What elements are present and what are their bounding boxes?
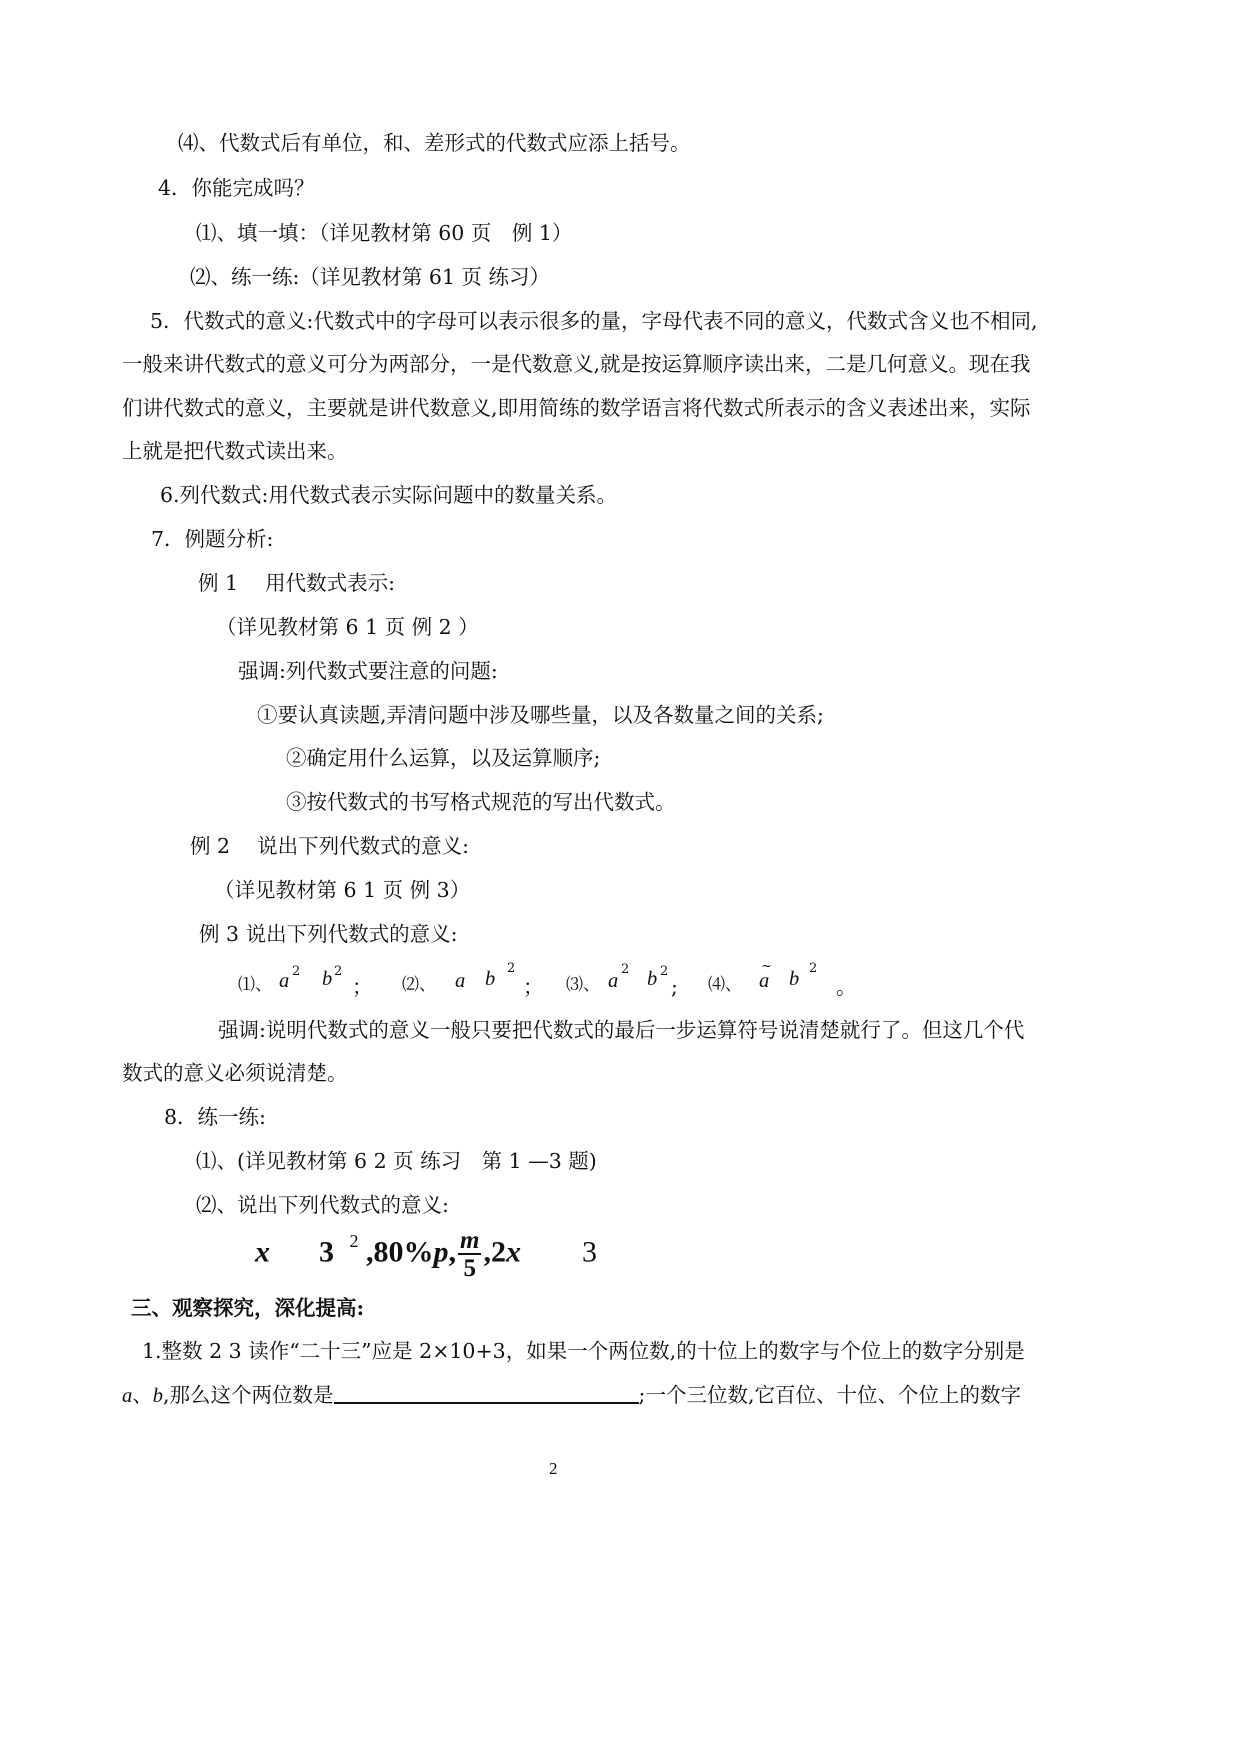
answer-blank [334,1384,639,1404]
separator: ； [352,975,373,999]
math-var-b: b [485,968,496,990]
math-number: 3 [581,1235,597,1269]
text-line: 6.列代数式:用代数式表示实际问题中的数量关系。 [160,483,617,507]
math-var-b: b [152,1385,163,1407]
text-line: ③按代数式的书写格式规范的写出代数式。 [286,790,676,814]
exponent: 2 [660,964,669,979]
text-line: 8．练一练: [164,1105,266,1129]
text-line: 5．代数式的意义:代数式中的字母可以表示很多的量，字母代表不同的意义，代数式含义也不相同, [150,309,1038,333]
text-line: （详见教材第 6 1 页 例 3） [214,878,471,902]
exponent: 2 [809,961,818,976]
expr-label: ⑶、 [566,975,600,995]
text-line: 例 2 说出下列代数式的意义: [190,834,469,858]
text-line: ⑴、填一填：（详见教材第 60 页 例 1） [196,221,573,245]
math-var-b: b [647,968,658,990]
expr-label: ⑴、 [238,975,272,995]
text-line: （详见教材第 6 1 页 例 2 ） [216,615,479,639]
fraction-denominator: 5 [463,1255,476,1282]
text-line: 强调:说明代数式的意义一般只要把代数式的最后一步运算符号说清楚就行了。但这几个代 [218,1018,1025,1042]
math-var-a: a [608,970,619,992]
text-line: 1.整数 2 3 读作“二十三”应是 2×10+3，如果一个两位数,的十位上的数字与个位上的数字分别是 [142,1339,1025,1363]
text-line: 一般来讲代数式的意义可分为两部分，一是代数意义,就是按运算顺序读出来，二是几何意义。现在我 [122,352,1031,376]
text-line: 数式的意义必须说清楚。 [122,1061,348,1085]
text-line: 强调:列代数式要注意的问题: [238,659,498,683]
exponent: 2 [507,961,516,976]
math-var-b: b [322,968,333,990]
section-heading: 三、观察探究，深化提高: [131,1296,365,1320]
text-line: 7．例题分析: [151,527,274,551]
text-line: 例 1 用代数式表示: [198,571,395,595]
math-var-x: x [505,1235,521,1269]
math-var-a: a [279,970,290,992]
math-var-x: x [255,1235,270,1269]
math-number: 3 [319,1235,334,1269]
exponent: 2 [292,964,301,979]
fraction [458,1228,481,1281]
math-var-a: a [455,970,466,992]
text-line: 例 3 说出下列代数式的意义: [199,922,458,946]
text-line: 4．你能完成吗？ [158,176,315,200]
math-var-a: a [759,970,770,992]
text-line: ⑵、练一练:（详见教材第 61 页 练习） [190,265,551,289]
separator: 。 [836,975,857,999]
expr-label: ⑵、 [402,975,436,995]
expr-label: ⑷、 [708,975,742,995]
math-text: ,80% [366,1235,434,1269]
text-line: ②确定用什么运算，以及运算顺序; [286,746,601,770]
math-var-b: b [789,968,800,990]
separator: ； [523,975,544,999]
text-line: 们讲代数式的意义，主要就是讲代数意义,即用简练的数学语言将代数式所表示的含义表述出来，实际 [122,396,1031,420]
tilde-mark: ~ [761,959,772,974]
page-number: 2 [549,1459,558,1478]
math-var-p: p [433,1235,449,1269]
text-span: ;一个三位数,它百位、十位、个位上的数字 [638,1383,1021,1407]
exponent: 2 [334,964,343,979]
fraction-numerator: m [460,1227,480,1254]
exponent: 2 [349,1231,359,1252]
text-line: ①要认真读题,弄清问题中涉及哪些量，以及各数量之间的关系; [257,703,824,727]
text-line: ⑵、说出下列代数式的意义: [196,1193,449,1217]
separator: ; [671,975,678,999]
text-line [122,1384,1021,1407]
separator: 、 [132,1383,153,1407]
text-line: 上就是把代数式读出来。 [122,439,348,463]
exponent: 2 [621,962,630,977]
math-text: ,2 [483,1235,506,1269]
math-comma: , [448,1235,456,1269]
text-line: ⑴、(详见教材第 6 2 页 练习 第 1 —3 题) [196,1149,597,1173]
math-var-a: a [122,1385,133,1407]
text-span: ,那么这个两位数是 [163,1383,334,1407]
text-line: ⑷、代数式后有单位，和、差形式的代数式应添上括号。 [178,131,691,155]
practice-expression [255,1228,597,1281]
